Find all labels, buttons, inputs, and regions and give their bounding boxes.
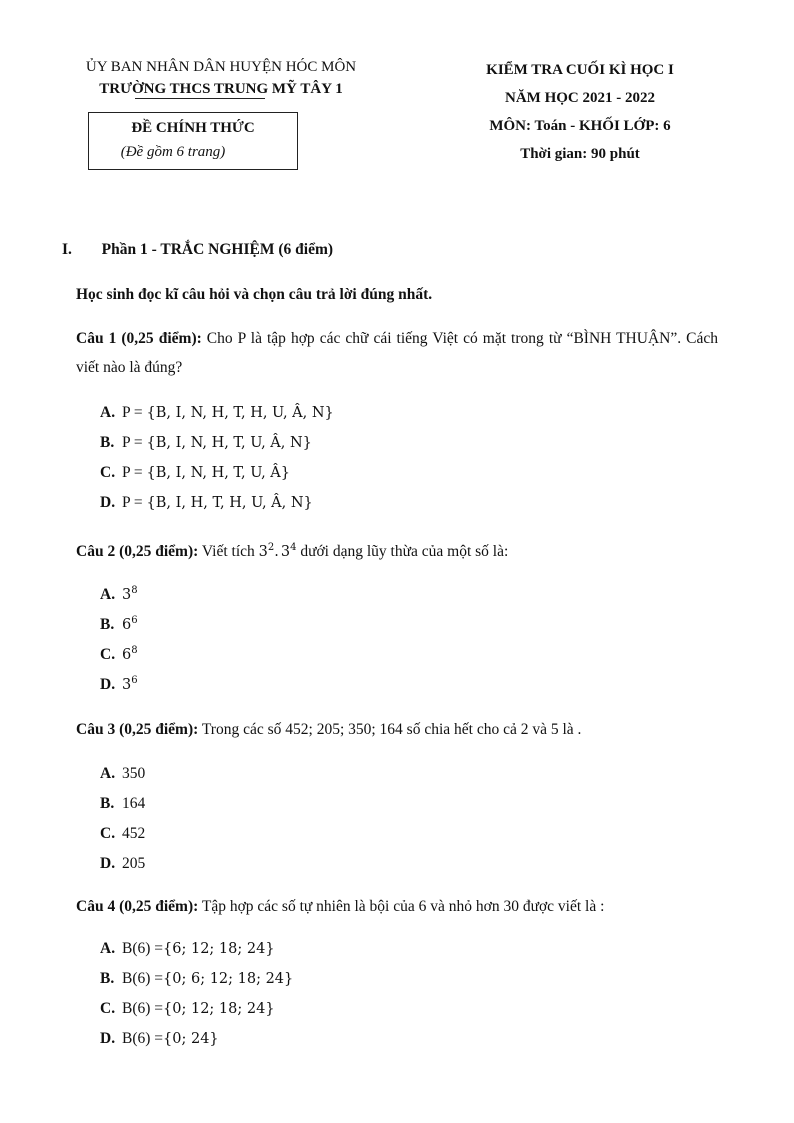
header-underline xyxy=(135,98,265,99)
exam-duration: Thời gian: 90 phút xyxy=(520,146,640,162)
header-left xyxy=(40,56,402,100)
option-1c[interactable]: C. P = {B, I, N, H, T, U, Â} xyxy=(100,464,290,481)
page-count-note: (Đề gồm 6 trang) xyxy=(120,144,226,160)
question-4 xyxy=(76,892,718,921)
question-1-label: Câu 1 (0,25 điểm): xyxy=(76,330,202,347)
school-name: TRƯỜNG THCS TRUNG MỸ TÂY 1 xyxy=(99,81,343,97)
option-3d[interactable]: D. 205 xyxy=(100,855,146,872)
section-title: Phần 1 - TRẮC NGHIỆM (6 điểm) xyxy=(101,241,334,258)
question-4-options xyxy=(100,939,293,1049)
header-right xyxy=(430,56,730,168)
option-4c[interactable]: C. B(6) ={0; 12; 18; 24} xyxy=(100,1000,275,1017)
option-4b[interactable]: B. B(6) ={0; 6; 12; 18; 24} xyxy=(100,970,294,987)
subject-grade: MÔN: Toán - KHỐI LỚP: 6 xyxy=(489,118,671,134)
section-heading xyxy=(62,241,333,259)
option-1d[interactable]: D. P = {B, I, H, T, H, U, Â, N} xyxy=(100,494,313,511)
product-expression: $3^2$. $3^4$ xyxy=(258,542,297,560)
district-name: ỦY BAN NHÂN DÂN HUYỆN HÓC MÔN xyxy=(85,59,357,75)
question-3-label: Câu 3 (0,25 điểm): xyxy=(76,721,199,738)
question-1-text: Cho P là tập hợp các chữ cái tiếng Việt có mặt trong từ “BÌNH THUẬN”. Cách viết nào là đúng? xyxy=(76,330,718,376)
option-3a[interactable]: A. 350 xyxy=(100,765,146,782)
option-2d[interactable]: D. $3^6$ xyxy=(100,675,138,693)
option-3b[interactable]: B. 164 xyxy=(100,795,146,812)
option-2a[interactable]: A. $3^8$ xyxy=(100,585,138,603)
exam-title: KIỂM TRA CUỐI KÌ HỌC I xyxy=(486,62,674,78)
question-2: Câu 2 (0,25 điểm): Viết tích $3^2$. $3^4$ dưới dạng lũy thừa của một số là: xyxy=(76,542,509,560)
official-exam-box xyxy=(88,112,298,170)
option-1b[interactable]: B. P = {B, I, N, H, T, U, Â, N} xyxy=(100,434,312,451)
official-exam-title: ĐỀ CHÍNH THỨC xyxy=(131,120,255,136)
option-4a[interactable]: A. B(6) ={6; 12; 18; 24} xyxy=(100,940,275,957)
option-4d[interactable]: D. B(6) ={0; 24} xyxy=(100,1030,219,1047)
question-3-options xyxy=(100,764,145,874)
option-2c[interactable]: C. $6^8$ xyxy=(100,645,138,663)
instruction-text: Học sinh đọc kĩ câu hỏi và chọn câu trả lời đúng nhất. xyxy=(76,286,433,303)
option-3c[interactable]: C. 452 xyxy=(100,825,146,842)
question-2-label: Câu 2 (0,25 điểm): xyxy=(76,543,199,560)
school-year: NĂM HỌC 2021 - 2022 xyxy=(505,90,655,106)
question-4-text: Tập hợp các số tự nhiên là bội của 6 và nhỏ hơn 30 được viết là : xyxy=(198,898,605,915)
question-1 xyxy=(76,324,718,382)
option-1a[interactable]: A. P = {B, I, N, H, T, H, U, Â, N} xyxy=(100,404,334,421)
question-3 xyxy=(76,715,718,744)
question-4-label: Câu 4 (0,25 điểm): xyxy=(76,898,199,915)
question-1-options xyxy=(100,403,334,513)
question-2-options xyxy=(100,585,138,695)
option-2b[interactable]: B. $6^6$ xyxy=(100,615,138,633)
question-3-text: Trong các số 452; 205; 350; 164 số chia hết cho cả 2 và 5 là . xyxy=(198,721,582,738)
section-number: I. xyxy=(62,241,72,258)
